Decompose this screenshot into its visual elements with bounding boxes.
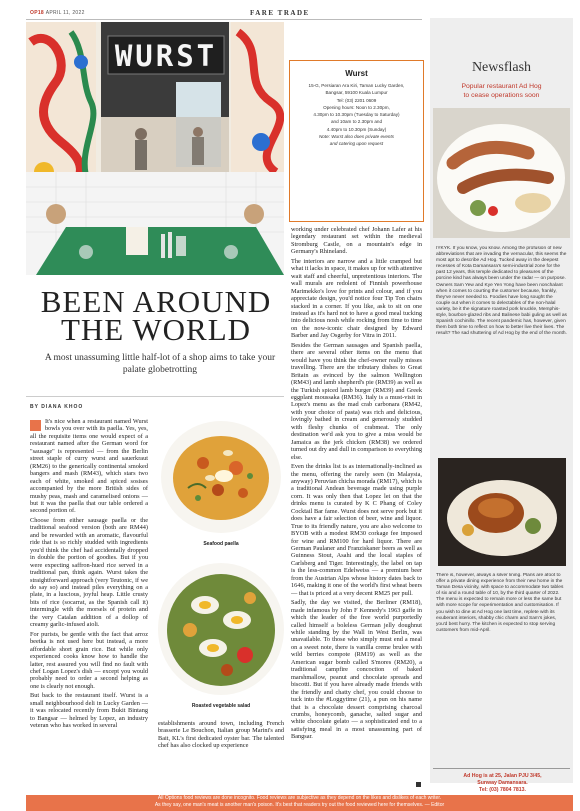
end-mark xyxy=(414,775,421,793)
article-column-2 xyxy=(158,720,284,782)
info-line: 4.30pm to 10.30pm (Tuesday to Saturday) xyxy=(313,112,400,118)
sausage-plate-photo xyxy=(433,108,570,238)
info-note: Note: Wurst also does private events xyxy=(318,134,395,140)
newsflash-subtitle: Popular restaurant Ad Hog to cease operations soon xyxy=(461,83,542,99)
byline: BY DIANA KHOO xyxy=(30,404,84,410)
newsflash-paragraph-2: There is, however, always a silver lining. Plans are afoot to offer a private dining experience from their new home in the Taman Desa vicinity, with space to accommodate two tables of six and a round table of 10, by the third quarter of 2022. The menu is expected to remain more or less the same but with more scope for experimentation and customisation. If you wish to dine at Ad Hog one last time, replete with its exuberant interiors, shabby chic charm and Sam's jokes, you'd best hurry. The kitchen is expected to stop serving customers from mid-April. xyxy=(436,573,564,633)
paragraph: working under celebrated chef Johann Lafer at his legendary restaurant set within the medieval Stromburg Castle, on a mountain's edge in Germany's Rhineland. xyxy=(291,226,422,256)
paragraph: Sadly, the day we visited, the Berliner (RM18), made infamous by John F Kennedy's 1963 gaffe in which the leader of the free world purportedly called himself a boleless German jelly doughnut while standing by the Wall in West Berlin, was unavailable. To those who simply must end a meal on a sweet note, there is vanilla creme brulee with wild berries compote (RM19) as well as the American sugar bomb called S'mores (RM20), a traditional campfire concoction of baked marshmallow, peanut and chocolate spreads and biscotti. But if you have already made friends with the friendly and chatty chef, you could choose to tuck into the #Loggytime (21), a pun on his name that is a chocolate dessert comprising charcoal crumbs, honeycomb, ganache, salted sugar and white chocolate gelato — a sophisticated end to a satisfying meal in a most unassuming part of Bangsar. xyxy=(291,599,422,741)
address-rule xyxy=(433,768,570,769)
newsflash-paragraph-1: IYKYK. If you know, you know. Among the profusion of new abbreviations that are invading the vernacular, this seems the most apt to describe Ad Hog. Tucked away in the deepest recesses of Kota Damansara's semi-industrial zone for the past 12 years, this temple dedicated to pleasures of the porcine kind has always been under the radar — on purpose. Owners Sam Yew and Kye Yen Yong have been nonchalant when it comes to courting the customer because, frankly, they've never needed to. Foodies have long sought the couple out when it comes to delectables of the non-halal variety, be it the signature roasted pork knuckle, Memphis-style, bourbon-glazed ribs and Balinese babi guling as well as Spanish cochinillo. The recent pandemic has, however, given them both time to reflect on how to better live their lives. The result? The sad shuttering of Ad Hog by the end of the month. xyxy=(436,246,567,337)
info-line: Opening hours: Noon to 2.30pm, xyxy=(323,104,390,110)
roast-pork-photo xyxy=(438,458,566,566)
byline-rule xyxy=(26,396,284,397)
editor-disclaimer-footer: All Options food reviews are done incognito. Food reviews are subjective as they depend on the likes and dislikes of each writer. As they say, one man's meat is another man's poison. It's best that readers try out the food reviewed here for themselves. — Editor xyxy=(26,795,573,811)
drop-cap-square xyxy=(30,420,41,431)
issue-date: APRIL 11, 2022 xyxy=(45,10,85,16)
page-number: OP18 APRIL 11, 2022 xyxy=(30,10,85,16)
photo-caption-salad: Roasted vegetable salad xyxy=(191,703,251,709)
restaurant-info-box xyxy=(289,60,424,222)
article-title: BEEN AROUND THE WORLD xyxy=(40,284,272,347)
article-subtitle: A most unassuming little half-lot of a shop aims to take your palate globetrotting xyxy=(44,353,276,375)
paragraph: The interiors are narrow and a little cramped but what it lacks in space, it makes up for with attentive wait staff and cheerful, unpretentious interiors. The wall murals are redolent of Finnish powerhouse Marimekko's love for prints and colour, and if you appreciate design, you'd notice four Tip Ton chairs stacked in a corner. If you like, ask to sit on one instead as it's hard not to have a good meal tucking into delicious nosh while rocking from time to time on the now-iconic chair designed by Edward Barber and Jay Osgerby for Vitra in 2011. xyxy=(291,257,422,340)
info-line: 15-G, Persiaran Ara Kiri, Taman Lucky Garden, xyxy=(308,83,405,88)
article-column-3 xyxy=(291,226,422,774)
section-title: FARE TRADE xyxy=(250,9,310,17)
header-rule xyxy=(26,19,422,20)
photo-caption-paella: Seafood paella xyxy=(203,541,239,547)
paragraph: Besides the German sausages and Spanish paella, there are several other items on the menu that would have you think the chef-owner really misses travelling. There are the tributary dishes to Great Britain as evinced by the salmon Wellington (RM43) and lamb shepherd's pie (RM39) as well as the Turkish spiced lamb burger (RM39) and Greek eggplant moussaka (RM36). Italy is a must-visit in Lopez's menu as the mad crab carbonara (RM42, with your choice of pasta) was rich and delicious, lovingly bathed in cream and generously studded with fleshy chunks of crabmeat. The only destination we'd ask you to give a miss would be Jamaica as the jerk chicken (RM38) we ordered turned out dry and dull in comparison to everything else. xyxy=(291,341,422,461)
seafood-paella-photo xyxy=(158,418,284,536)
ad-hog-address: Ad Hog is at 25, Jalan PJU 3/45, Sunway Damansara. Tel: (03) 7804 7813. xyxy=(463,773,542,793)
paragraph: Even the drinks list is as internationally-inclined as the menu, offering the rarely seen (in Malaysia, anyway) Peruvian chicha morada (RM17), which is a traditional Andean beverage made using purple corn. It was only then that Lopez let on that the drinks menu is curated by K C Phang of Coley Cocktail Bar fame. Wurst does not serve pork but it does have a fair selection of beer, wine and liquor. True to its friendly nature, you are also welcome to BYOB with a modest RM30 corkage fee imposed for wine and RM100 for hard liquor. There are German Paulaner and Franziskaner beers as well as Guinness Stout, Asahi and the local staples of Carlsberg and Tiger. Interestingly, the label on tap is the less-common Edelweiss — a premium beer from the Austrian Alps whose history dates back to 1646, making it one of the world's first wheat beers — that is priced at a very decent RM25 per pull. xyxy=(291,463,422,597)
paragraph: establishments around town, including French brasserie Le Bouchon, Italian group Marini's and Bait, KL's first dedicated oyster bar. The talented chef has also clocked up experience xyxy=(158,720,284,750)
newsflash-title: Newsflash xyxy=(471,60,532,75)
restaurant-interior-illustration xyxy=(26,22,284,275)
vegetable-salad-photo xyxy=(155,560,287,698)
info-line: and 10am to 2.30pm and xyxy=(330,119,383,125)
restaurant-name: Wurst xyxy=(345,69,368,78)
paragraph: It's nice when a restaurant named Wurst bowls you over with its paella. Yes, yes, all the requisite items one would expect of a restaurant named after the German word for "sausage" is represented — from the Berlin street staple of curry wurst and sauerkraut (RM26) to the generically continental smoked bangers and mash (RM43), which stars two each of white, smoked and spiced sosises accompanied by the more British sides of mushy peas, mash and caramelised onions — but it was the paella that our table ordered a second portion of. xyxy=(30,418,148,515)
paragraph: For purists, be gentle with the fact that arroz beetka is not used here but instead, a more affordable short grain rice. But while only experienced cooks know how to handle the latter, rest assured you will find no fault with chef Logan Lopez's dish — except you would probably need to order a second helping as one is clearly not enough. xyxy=(30,630,148,690)
info-line: 4.40pm to 10.30pm (Sunday) xyxy=(326,126,387,132)
paragraph: But back to the restaurant itself. Wurst is a small neighbourhood deli in Lucky Garden — it was relocated recently from Bukit Bintang to Bangsar — helmed by Lopez, an industry veteran who has worked in several xyxy=(30,692,148,730)
info-line: Bangsar, 59100 Kuala Lumpur xyxy=(325,90,388,96)
info-line: Tel: (03) 2201 0609 xyxy=(336,97,377,103)
paragraph: Choose from either sausage paella or the traditional seafood version (both are RM44) and be rewarded with an aromatic, flavourful ride that is so richly studded with ingredients you'd think the chef had accidentally dropped in double the portion of goodies. But if you were expecting saffron-hued rice served in a traditional pan, think again. Wurst takes the straightforward approach (very Teutonic, if we do say so) and instead piles everything on a plate, in a luscious, joyful heap. Little crusty bits of rice (socarrat, as the Spanish call it) intermingle with the morsels of protein and the very Catalan addition of a dollop of creamy garlic-infused aioli. xyxy=(30,516,148,629)
info-note: and catering upon request xyxy=(329,141,384,147)
wurst-sign: WURST xyxy=(114,39,218,73)
hero-photo xyxy=(26,22,284,275)
article-column-1 xyxy=(30,418,148,783)
